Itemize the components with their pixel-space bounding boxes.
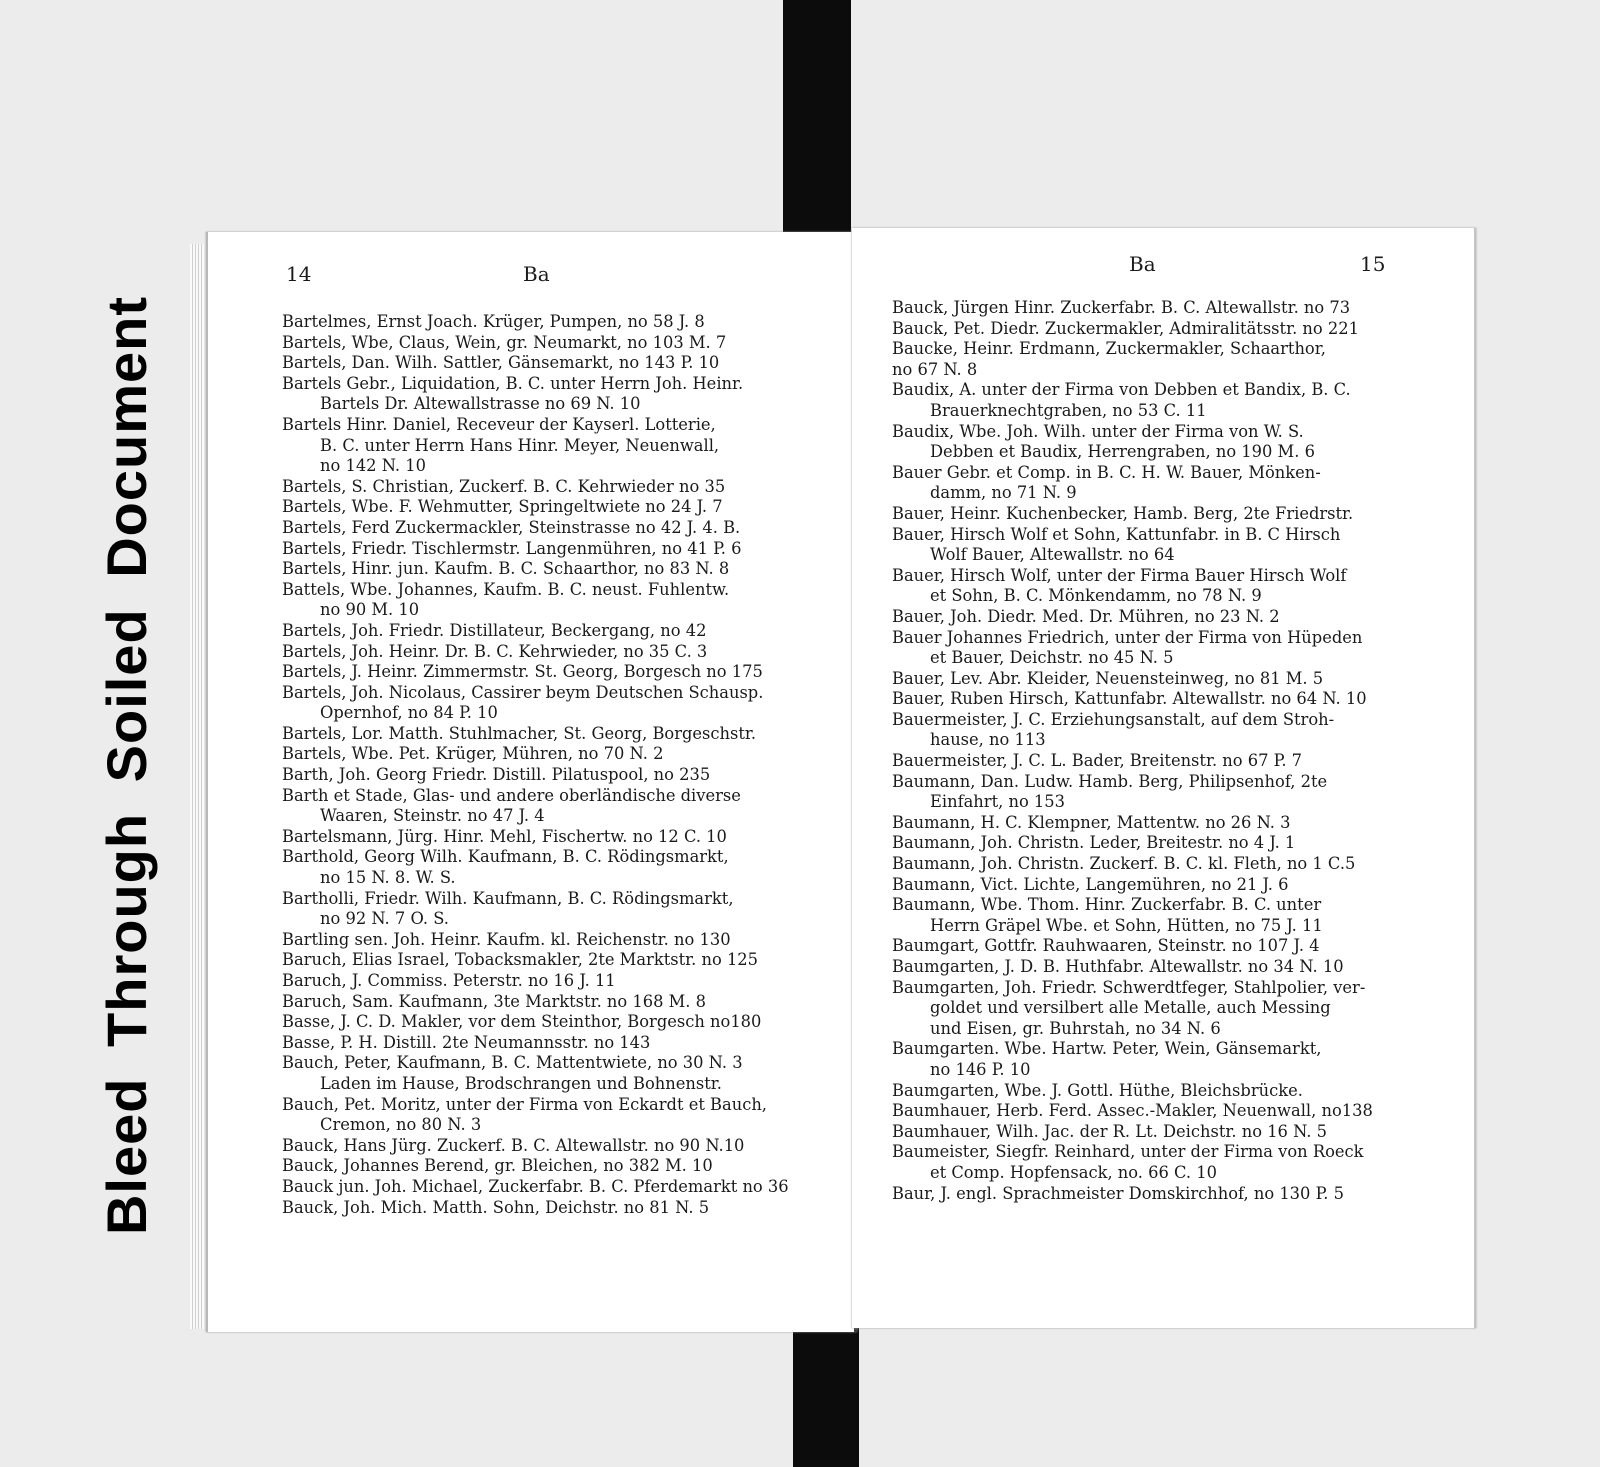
entry-line: Bauer, Hirsch Wolf et Sohn, Kattunfabr. in B. C Hirsch [892, 524, 1341, 544]
entry-line: Bauck, Johannes Berend, gr. Bleichen, no 382 M. 10 [282, 1156, 713, 1176]
entry-line: Bartels, Wbe. F. Wehmutter, Springeltwiete no 24 J. 7 [282, 497, 723, 517]
entry-line: Bauck, Hans Jürg. Zuckerf. B. C. Altewallstr. no 90 N.10 [282, 1135, 745, 1155]
entry-line: Bartels Hinr. Daniel, Receveur der Kayserl. Lotterie, [282, 414, 716, 434]
entry-line: Bartels Dr. Altewallstrasse no 69 N. 10 [320, 394, 641, 414]
entry-line: Bartels, S. Christian, Zuckerf. B. C. Kehrwieder no 35 [282, 476, 726, 496]
entry-line: Baumgarten. Wbe. Hartw. Peter, Wein, Gänsemarkt, [892, 1039, 1322, 1059]
entry-line: Baur, J. engl. Sprachmeister Domskirchhof, no 130 P. 5 [892, 1183, 1344, 1203]
entry-line: Bauck, Joh. Mich. Matth. Sohn, Deichstr. no 81 N. 5 [282, 1197, 710, 1217]
bleed-through-stamp [92, 270, 162, 1260]
page-stack-edge [190, 244, 204, 1329]
entry-line: Debben et Baudix, Herrengraben, no 190 M. 6 [930, 442, 1315, 462]
entry-line: Baumann, Joh. Christn. Zuckerf. B. C. kl. Fleth, no 1 C.5 [892, 854, 1356, 874]
entry-line: Baumhauer, Wilh. Jac. der R. Lt. Deichstr. no 16 N. 5 [892, 1121, 1327, 1141]
entry-line: no 15 N. 8. W. S. [320, 868, 456, 888]
entry-line: Baumann, H. C. Klempner, Mattentw. no 26 N. 3 [892, 812, 1291, 832]
entry-line: hause, no 113 [930, 730, 1046, 750]
entry-line: Brauerknechtgraben, no 53 C. 11 [930, 400, 1207, 420]
entry-line: Bauermeister, J. C. L. Bader, Breitenstr. no 67 P. 7 [892, 751, 1303, 771]
entry-line: Bauck, Jürgen Hinr. Zuckerfabr. B. C. Altewallstr. no 73 [892, 298, 1351, 317]
entry-line: Bartelsmann, Jürg. Hinr. Mehl, Fischertw. no 12 C. 10 [282, 826, 727, 846]
entry-line: Baumgarten, Wbe. J. Gottl. Hüthe, Bleichsbrücke. [892, 1080, 1303, 1100]
entry-line: Bauch, Pet. Moritz, unter der Firma von Eckardt et Bauch, [282, 1094, 767, 1114]
entry-line: Bartels, Hinr. jun. Kaufm. B. C. Schaarthor, no 83 N. 8 [282, 559, 730, 579]
entry-line: Bauer Gebr. et Comp. in B. C. H. W. Bauer, Mönken- [892, 462, 1321, 482]
entry-line: Cremon, no 80 N. 3 [320, 1115, 482, 1135]
entry-line: Bauer Johannes Friedrich, unter der Firma von Hüpeden [892, 627, 1363, 647]
entry-line: Opernhof, no 84 P. 10 [320, 703, 498, 723]
entry-line: Barth et Stade, Glas- und andere oberländische diverse [282, 785, 741, 805]
binding-strap-top [783, 0, 851, 232]
entry-line: B. C. unter Herrn Hans Hinr. Meyer, Neuenwall, [320, 435, 720, 455]
entry-line: Baumgart, Gottfr. Rauhwaaren, Steinstr. no 107 J. 4 [892, 936, 1320, 956]
entry-line: Bauer, Heinr. Kuchenbecker, Hamb. Berg, 2te Friedrstr. [892, 503, 1354, 523]
stamp-text: Bleed Through Soiled Document [95, 295, 159, 1235]
right-page-number: 15 [1360, 252, 1386, 276]
entry-line: Baumann, Joh. Christn. Leder, Breitestr. no 4 J. 1 [892, 833, 1296, 853]
entry-line: Barth, Joh. Georg Friedr. Distill. Pilatuspool, no 235 [282, 765, 711, 785]
entry-line: Bartling sen. Joh. Heinr. Kaufm. kl. Reichenstr. no 130 [282, 929, 731, 949]
entry-line: no 142 N. 10 [320, 456, 426, 476]
entry-line: Bartels, Lor. Matth. Stuhlmacher, St. Georg, Borgeschstr. [282, 723, 757, 743]
entry-line: Bartels, Wbe, Claus, Wein, gr. Neumarkt, no 103 M. 7 [282, 332, 727, 352]
entry-line: et Bauer, Deichstr. no 45 N. 5 [930, 648, 1174, 668]
entry-line: Baumann, Vict. Lichte, Langemühren, no 21 J. 6 [892, 874, 1289, 894]
entry-line: no 146 P. 10 [930, 1059, 1031, 1079]
entry-line: Bartelmes, Ernst Joach. Krüger, Pumpen, no 58 J. 8 [282, 312, 705, 331]
entry-line: Bauck, Pet. Diedr. Zuckermakler, Admiralitätsstr. no 221 [892, 318, 1359, 338]
entry-line: Baudix, A. unter der Firma von Debben et Bandix, B. C. [892, 380, 1351, 400]
entry-line: Baruch, J. Commiss. Peterstr. no 16 J. 11 [282, 971, 616, 990]
entry-line: Baumann, Wbe. Thom. Hinr. Zuckerfabr. B. C. unter [892, 895, 1322, 915]
entry-line: Bartels, Dan. Wilh. Sattler, Gänsemarkt, no 143 P. 10 [282, 353, 720, 373]
entry-line: Herrn Gräpel Wbe. et Sohn, Hütten, no 75 J. 11 [930, 915, 1323, 935]
entry-line: Baumann, Dan. Ludw. Hamb. Berg, Philipsenhof, 2te [892, 771, 1328, 791]
left-page-entries [282, 312, 842, 1218]
entry-line: Bauer, Ruben Hirsch, Kattunfabr. Altewallstr. no 64 N. 10 [892, 689, 1367, 709]
entry-line: Laden im Hause, Brodschrangen und Bohnenstr. [320, 1073, 722, 1093]
entry-line: Bauch, Peter, Kaufmann, B. C. Mattentwiete, no 30 N. 3 [282, 1053, 743, 1073]
entry-line: Battels, Wbe. Johannes, Kaufm. B. C. neust. Fuhlentw. [282, 579, 730, 599]
entry-line: Baumgarten, J. D. B. Huthfabr. Altewallstr. no 34 N. 10 [892, 957, 1344, 976]
entry-line: Bartels, Joh. Friedr. Distillateur, Beckergang, no 42 [282, 620, 707, 640]
entry-line: Bauer, Lev. Abr. Kleider, Neuensteinweg, no 81 M. 5 [892, 668, 1324, 688]
entry-line: Baudix, Wbe. Joh. Wilh. unter der Firma von W. S. [892, 421, 1304, 441]
entry-line: Bartels, Friedr. Tischlermstr. Langenmühren, no 41 P. 6 [282, 538, 742, 558]
entry-line: Baucke, Heinr. Erdmann, Zuckermakler, Schaarthor, [892, 339, 1326, 359]
entry-line: Waaren, Steinstr. no 47 J. 4 [320, 806, 545, 826]
right-page-header: Ba [1129, 252, 1156, 276]
entry-line: Baruch, Sam. Kaufmann, 3te Marktstr. no 168 M. 8 [282, 991, 707, 1011]
entry-line: Bartels, Ferd Zuckermackler, Steinstrasse no 42 J. 4. B. [282, 517, 741, 537]
entry-line: et Comp. Hopfensack, no. 66 C. 10 [930, 1162, 1217, 1182]
right-page [852, 228, 1476, 1328]
entry-line: Baumeister, Siegfr. Reinhard, unter der Firma von Roeck [892, 1142, 1364, 1162]
entry-line: Bauermeister, J. C. Erziehungsanstalt, auf dem Stroh- [892, 709, 1335, 729]
entry-line: Basse, J. C. D. Makler, vor dem Steinthor, Borgesch no180 [282, 1012, 762, 1032]
entry-line: Baruch, Elias Israel, Tobacksmakler, 2te Marktstr. no 125 [282, 950, 759, 970]
entry-line: Bartels Gebr., Liquidation, B. C. unter Herrn Joh. Heinr. [282, 373, 744, 393]
entry-line: Baumgarten, Joh. Friedr. Schwerdtfeger, Stahlpolier, ver- [892, 977, 1366, 997]
entry-line: Bartels, Joh. Nicolaus, Cassirer beym Deutschen Schausp. [282, 682, 764, 702]
entry-line: Bartels, Wbe. Pet. Krüger, Mühren, no 70 N. 2 [282, 744, 664, 764]
entry-line: Bauer, Hirsch Wolf, unter der Firma Bauer Hirsch Wolf [892, 565, 1347, 585]
entry-line: Bauck jun. Joh. Michael, Zuckerfabr. B. C. Pferdemarkt no 36 [282, 1176, 789, 1196]
entry-line: Wolf Bauer, Altewallstr. no 64 [930, 545, 1175, 565]
right-page-entries [892, 298, 1462, 1204]
left-page-header: Ba [523, 262, 550, 286]
entry-line: et Sohn, B. C. Mönkendamm, no 78 N. 9 [930, 586, 1262, 606]
binding-strap-bottom [793, 1322, 859, 1467]
left-page-number: 14 [286, 262, 312, 286]
entry-line: Basse, P. H. Distill. 2te Neumannsstr. no 143 [282, 1032, 651, 1052]
entry-line: und Eisen, gr. Buhrstah, no 34 N. 6 [930, 1018, 1221, 1038]
entry-line: Einfahrt, no 153 [930, 792, 1066, 812]
entry-line: no 67 N. 8 [892, 359, 978, 379]
entry-line: no 92 N. 7 O. S. [320, 909, 449, 929]
entry-line: Bartels, J. Heinr. Zimmermstr. St. Georg, Borgesch no 175 [282, 662, 763, 682]
entry-line: Bartholli, Friedr. Wilh. Kaufmann, B. C. Rödingsmarkt, [282, 888, 734, 908]
entry-line: no 90 M. 10 [320, 600, 420, 620]
entry-line: goldet und versilbert alle Metalle, auch Messing [930, 998, 1331, 1018]
entry-line: Baumhauer, Herb. Ferd. Assec.-Makler, Neuenwall, no138 [892, 1101, 1373, 1121]
entry-line: damm, no 71 N. 9 [930, 483, 1077, 503]
entry-line: Bartels, Joh. Heinr. Dr. B. C. Kehrwieder, no 35 C. 3 [282, 641, 708, 661]
entry-line: Barthold, Georg Wilh. Kaufmann, B. C. Rödingsmarkt, [282, 847, 729, 867]
left-page [206, 232, 857, 1332]
entry-line: Bauer, Joh. Diedr. Med. Dr. Mühren, no 23 N. 2 [892, 606, 1280, 626]
